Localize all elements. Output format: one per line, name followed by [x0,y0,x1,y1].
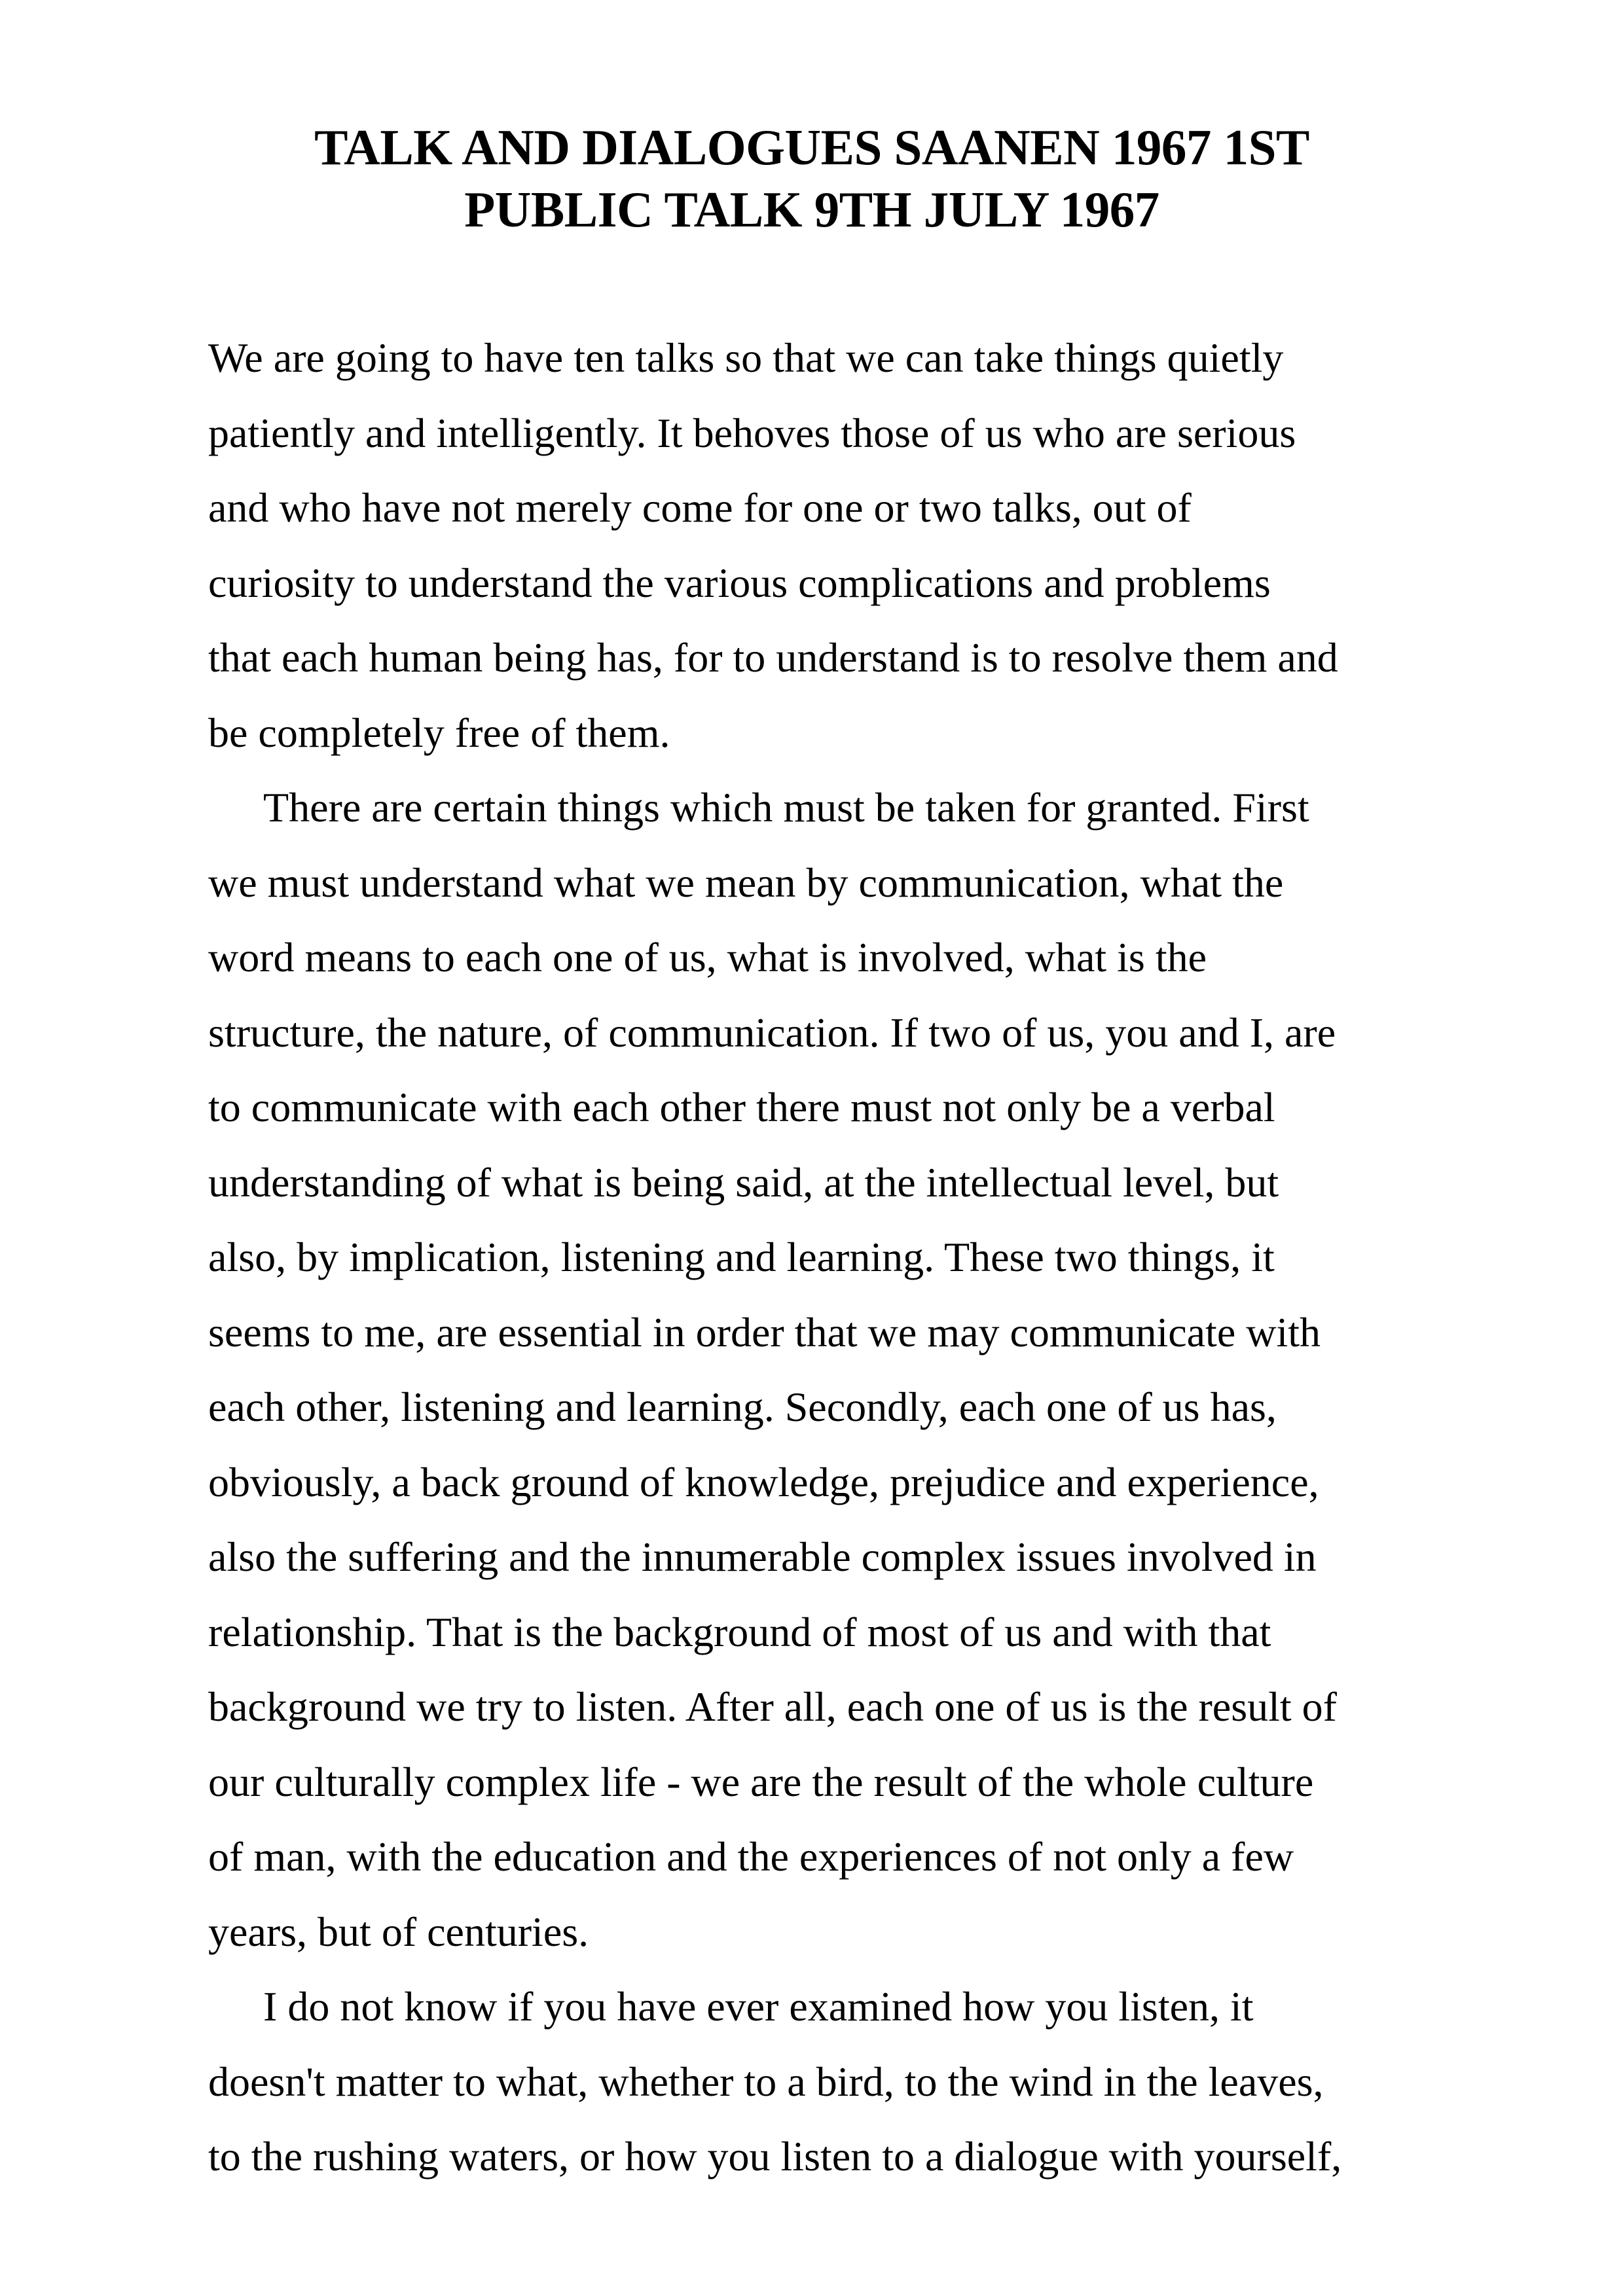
text-line: background we try to listen. After all, each one of us is the result of [208,1683,1337,1730]
text-line: we must understand what we mean by communication, what the [208,859,1284,906]
text-line: to communicate with each other there must not only be a verbal [208,1084,1275,1130]
text-line: understanding of what is being said, at the intellectual level, but [208,1158,1279,1206]
text-line: obviously, a back ground of knowledge, prejudice and experience, [208,1458,1319,1505]
text-line: that each human being has, for to understand is to resolve them and [208,634,1338,681]
text-line: patiently and intelligently. It behoves those of us who are serious [208,409,1296,456]
text-line: each other, listening and learning. Secondly, each one of us has, [208,1384,1277,1430]
text-line: We are going to have ten talks so that we can take things quietly [208,334,1284,381]
document-title [196,117,1427,241]
document-body [208,321,1452,2195]
text-line: relationship. That is the background of most of us and with that [208,1608,1271,1655]
text-line: also the suffering and the innumerable complex issues involved in [208,1534,1317,1580]
paragraph-2 [208,770,1452,1969]
title-line: TALK AND DIALOGUES SAANEN 1967 1ST [314,119,1309,175]
title-line: PUBLIC TALK 9TH JULY 1967 [464,181,1159,238]
text-line: word means to each one of us, what is involved, what is the [208,934,1207,980]
text-line: curiosity to understand the various complications and problems [208,559,1271,606]
text-line: of man, with the education and the experiences of not only a few [208,1833,1294,1880]
text-line: seems to me, are essential in order that we may communicate with [208,1308,1321,1355]
text-line: also, by implication, listening and learning. These two things, it [208,1234,1275,1280]
text-line: years, but of centuries. [208,1908,589,1955]
text-line: I do not know if you have ever examined how you listen, it [263,1983,1254,2030]
paragraph-1 [208,321,1452,770]
text-line: be completely free of them. [208,709,670,756]
paragraph-3 [208,1969,1452,2195]
text-line: our culturally complex life - we are the result of the whole culture [208,1758,1314,1805]
text-line: There are certain things which must be taken for granted. First [263,784,1309,831]
text-line: and who have not merely come for one or two talks, out of [208,484,1192,531]
text-line: doesn't matter to what, whether to a bird, to the wind in the leaves, [208,2058,1324,2105]
text-line: to the rushing waters, or how you listen to a dialogue with yourself, [208,2133,1342,2179]
text-line: structure, the nature, of communication. If two of us, you and I, are [208,1009,1336,1056]
